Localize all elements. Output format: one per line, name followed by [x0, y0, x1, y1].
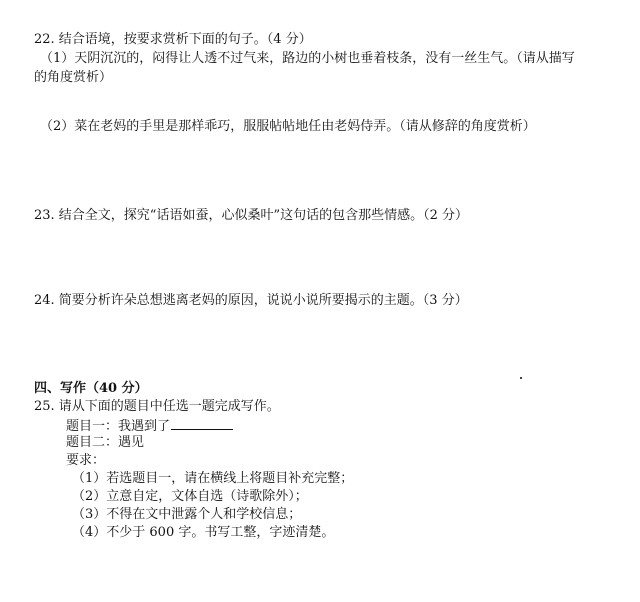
- requirement-1: （1）若选题目一，请在横线上将题目补充完整；: [72, 471, 354, 486]
- q24-title: 24. 简要分析许朵总想逃离老妈的原因，说说小说所要揭示的主题。（3 分）: [34, 293, 468, 308]
- requirement-3: （3）不得在文中泄露个人和学校信息；: [72, 507, 302, 522]
- q22-item2: （2）菜在老妈的手里是那样乖巧，服服帖帖地任由老妈侍弄。（请从修辞的角度赏析）: [40, 119, 536, 134]
- requirements-label: 要求：: [66, 453, 106, 468]
- topic-1-text: 题目一：我遇到了: [66, 419, 171, 434]
- scan-speck: [520, 377, 522, 379]
- requirement-4: （4）不少于 600 字。书写工整，字迹清楚。: [72, 525, 335, 540]
- topic-2: 题目二：遇见: [66, 435, 145, 450]
- topic-1: [66, 416, 233, 436]
- requirement-2: （2）立意自定，文体自选（诗歌除外）；: [72, 489, 308, 504]
- q25-title: 25. 请从下面的题目中任选一题完成写作。: [34, 399, 280, 414]
- section-4-heading: 四、写作（40 分）: [34, 381, 148, 396]
- q22-item1-line2: 的角度赏析）: [34, 70, 113, 85]
- q23-title: 23. 结合全文，探究“话语如蚕，心似桑叶”这句话的包含那些情感。（2 分）: [34, 208, 469, 223]
- q22-item1-line1: （1）天阴沉沉的，闷得让人透不过气来，路边的小树也垂着枝条，没有一丝生气。（请从描写: [40, 51, 575, 66]
- q22-title: 22. 结合语境，按要求赏析下面的句子。（4 分）: [34, 32, 312, 47]
- topic-1-blank-line: [171, 416, 233, 430]
